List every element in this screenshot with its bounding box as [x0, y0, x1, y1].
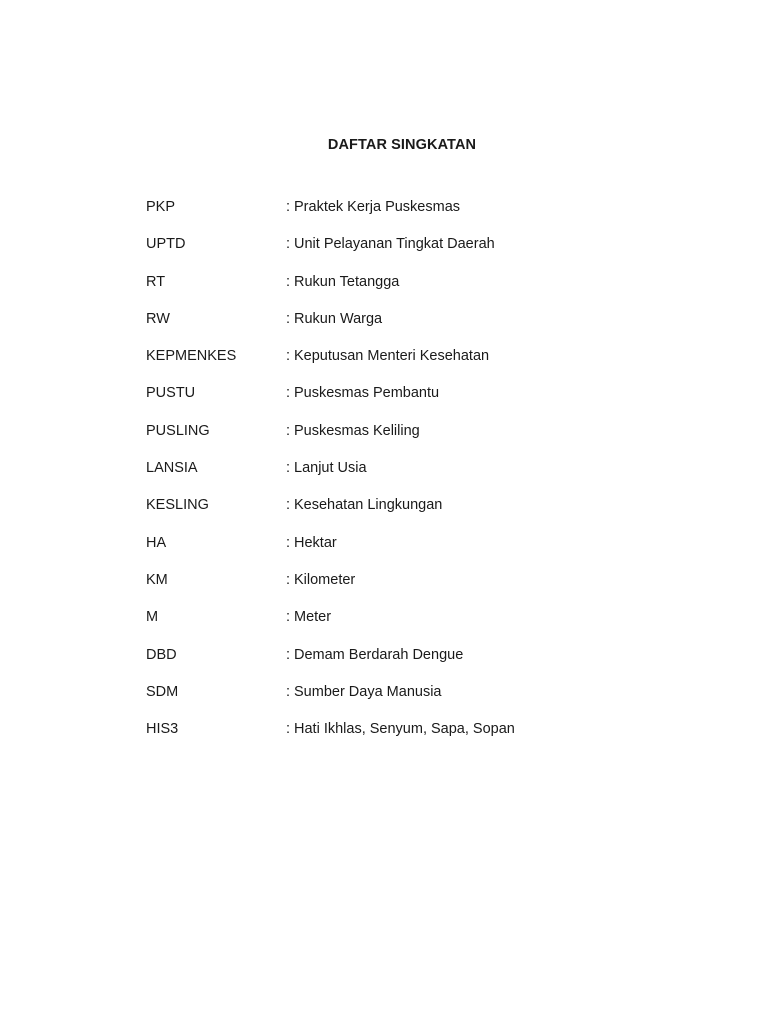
- separator-colon: :: [286, 199, 291, 215]
- abbreviation-row: [146, 570, 515, 607]
- separator-colon: :: [286, 534, 291, 551]
- abbreviation-term: PKP: [146, 199, 176, 215]
- abbreviation-row: [146, 234, 515, 271]
- separator-colon: :: [286, 310, 291, 327]
- abbreviation-row: [146, 719, 515, 756]
- abbreviation-term: PUSTU: [146, 385, 196, 402]
- abbreviation-meaning: Kilometer: [294, 571, 356, 588]
- separator-colon: :: [286, 348, 291, 365]
- separator-colon: :: [286, 497, 291, 514]
- abbreviation-term: RW: [146, 310, 170, 327]
- abbreviation-meaning: Puskesmas Pembantu: [294, 385, 440, 402]
- separator-colon: :: [286, 646, 291, 663]
- abbreviation-term: RT: [146, 273, 166, 290]
- separator-colon: :: [286, 460, 291, 477]
- abbreviation-term: KESLING: [146, 497, 209, 514]
- abbreviation-meaning: Hektar: [294, 534, 337, 551]
- separator-colon: :: [286, 721, 291, 738]
- abbreviation-meaning: Demam Berdarah Dengue: [294, 646, 464, 663]
- separator-colon: :: [286, 683, 291, 700]
- abbreviation-row: [146, 421, 515, 458]
- separator-colon: :: [286, 422, 291, 439]
- abbreviation-meaning: Unit Pelayanan Tingkat Daerah: [294, 236, 495, 253]
- abbreviation-term: KEPMENKES: [146, 348, 237, 365]
- abbreviation-meaning: Meter: [294, 609, 332, 626]
- abbreviation-meaning: Kesehatan Lingkungan: [294, 497, 443, 514]
- abbreviation-row: [146, 346, 515, 383]
- page-title: DAFTAR SINGKATAN: [327, 137, 477, 153]
- abbreviation-row: [146, 309, 515, 346]
- abbreviation-term: HIS3: [146, 721, 179, 738]
- abbreviation-meaning: Puskesmas Keliling: [294, 422, 420, 439]
- abbreviation-list: [146, 197, 515, 756]
- separator-colon: :: [286, 236, 291, 253]
- abbreviation-term: SDM: [146, 683, 179, 700]
- abbreviation-row: [146, 383, 515, 420]
- abbreviation-meaning: Rukun Tetangga: [294, 273, 400, 290]
- separator-colon: :: [286, 385, 291, 402]
- abbreviation-meaning: Sumber Daya Manusia: [294, 683, 442, 700]
- abbreviation-row: [146, 607, 515, 644]
- abbreviation-term: PUSLING: [146, 422, 210, 439]
- abbreviation-meaning: Keputusan Menteri Kesehatan: [294, 348, 490, 365]
- abbreviation-meaning: Praktek Kerja Puskesmas: [294, 199, 461, 215]
- abbreviation-row: [146, 645, 515, 682]
- separator-colon: :: [286, 273, 291, 290]
- abbreviation-term: HA: [146, 534, 167, 551]
- abbreviation-meaning: Lanjut Usia: [294, 460, 367, 477]
- abbreviation-row: [146, 682, 515, 719]
- abbreviation-term: M: [146, 609, 159, 626]
- abbreviation-term: LANSIA: [146, 460, 198, 477]
- abbreviation-term: KM: [146, 571, 168, 588]
- abbreviation-meaning: Hati Ikhlas, Senyum, Sapa, Sopan: [294, 721, 515, 738]
- separator-colon: :: [286, 571, 291, 588]
- abbreviation-row: [146, 458, 515, 495]
- abbreviation-meaning: Rukun Warga: [294, 310, 383, 327]
- abbreviation-term: UPTD: [146, 236, 186, 253]
- abbreviation-row: [146, 197, 515, 234]
- separator-colon: :: [286, 609, 291, 626]
- abbreviation-row: [146, 533, 515, 570]
- abbreviation-row: [146, 495, 515, 532]
- abbreviation-term: DBD: [146, 646, 177, 663]
- abbreviation-row: [146, 272, 515, 309]
